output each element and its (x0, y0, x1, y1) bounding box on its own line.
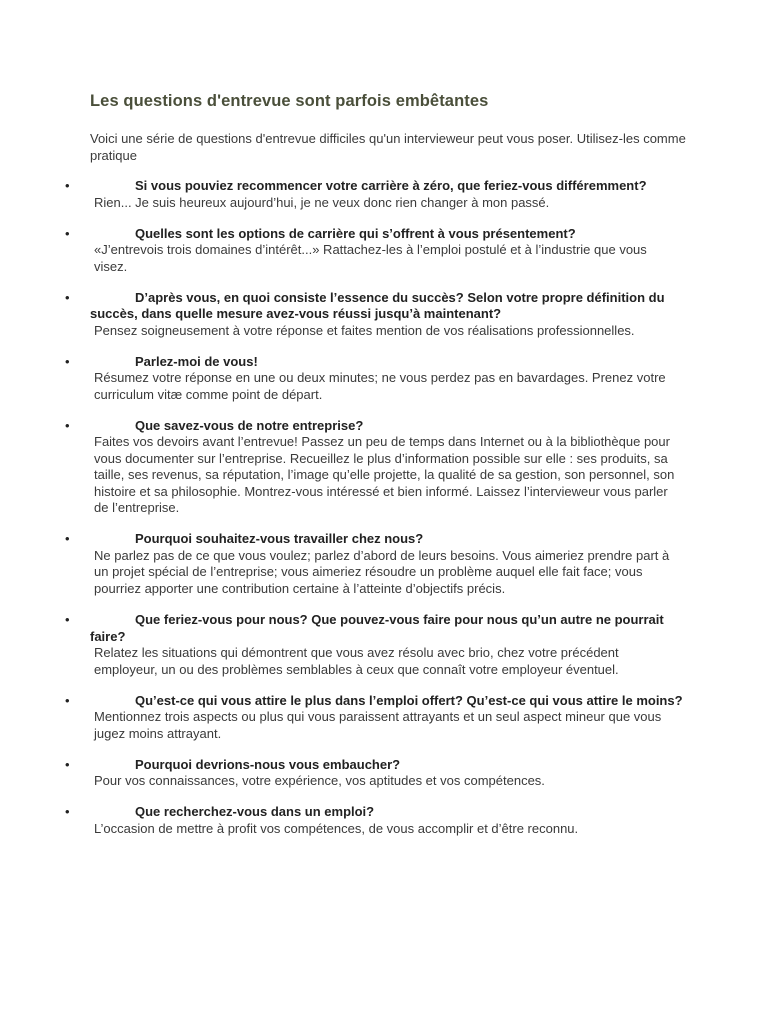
question-text: Que recherchez-vous dans un emploi? (135, 804, 375, 820)
answer-text: Relatez les situations qui démontrent que vous avez résolu avec brio, chez votre précédent employeur, un ou des problèmes semblables à ceux que connaît votre employeur éventuel. (94, 645, 619, 677)
bullet-icon: • (65, 178, 70, 193)
document-title: Les questions d'entrevue sont parfois embêtantes (90, 92, 489, 110)
intro-paragraph: Voici une série de questions d'entrevue difficiles qu'un intervieweur peut vous poser. Utilisez-les comme pratique (90, 131, 686, 163)
list-item (65, 353, 690, 404)
answer-text: Ne parlez pas de ce que vous voulez; parlez d’abord de leurs besoins. Vous aimeriez prendre part à un projet spécial de l’entreprise; vous aimeriez résoudre un problème auquel elle fait face; vous pourriez apporter une contribution certaine à l’atteinte d’objectifs précis. (94, 547, 670, 596)
question-text: Quelles sont les options de carrière qui s’offrent à vous présentement? (135, 225, 576, 241)
answer-text: Pour vos connaissances, votre expérience, vos aptitudes et vos compétences. (94, 773, 545, 789)
answer-text: Résumez votre réponse en une ou deux minutes; ne vous perdez pas en bavardages. Prenez votre curriculum vitæ comme point de départ. (94, 370, 666, 402)
list-item (65, 531, 690, 597)
bullet-icon: • (65, 531, 70, 547)
list-item (65, 612, 690, 678)
answer-text: L’occasion de mettre à profit vos compétences, de vous accomplir et d’être reconnu. (94, 820, 579, 836)
bullet-icon: • (65, 692, 70, 708)
question-text: Pourquoi souhaitez-vous travailler chez nous? (135, 531, 424, 547)
bullet-icon: • (65, 612, 70, 628)
question-text: Si vous pouviez recommencer votre carrière à zéro, que feriez-vous différemment? (135, 178, 647, 193)
answer-text: «J’entrevois trois domaines d’intérêt...» Rattachez-les à l’emploi postulé et à l’industrie que vous visez. (94, 242, 647, 274)
bullet-icon: • (65, 756, 70, 772)
question-text: Qu’est-ce qui vous attire le plus dans l’emploi offert? Qu’est-ce qui vous attire le moins? (135, 692, 683, 708)
answer-text: Pensez soigneusement à votre réponse et faites mention de vos réalisations professionnelles. (94, 322, 635, 338)
list-item (65, 178, 690, 211)
bullet-icon: • (65, 417, 70, 433)
bullet-icon: • (65, 225, 70, 241)
question-text: Que feriez-vous pour nous? Que pouvez-vous faire pour nous qu’un autre ne pourrait faire? (90, 612, 664, 644)
list-item (65, 804, 690, 837)
question-text: D’après vous, en quoi consiste l’essence du succès? Selon votre propre définition du succès, dans quelle mesure avez-vous réussi jusqu’à maintenant? (90, 289, 665, 322)
answer-text: Faites vos devoirs avant l’entrevue! Passez un peu de temps dans Internet ou à la bibliothèque pour vous documenter sur l’entreprise. Recueillez le plus d’information possible sur elle : ses produits, sa taille, ses revenus, sa réputation, l’image qu’elle projette, la qualité de sa gestion, son personnel, son histoire et sa philosophie. Montrez-vous intéressé et bien informé. Laissez l’intervieweur vous parler de l’entreprise. (94, 434, 675, 516)
question-text: Que savez-vous de notre entreprise? (135, 417, 364, 433)
bullet-icon: • (65, 353, 70, 369)
answer-text: Mentionnez trois aspects ou plus qui vous paraissent attrayants et un seul aspect mineur que vous jugez moins attrayant. (94, 709, 662, 741)
list-item (65, 692, 690, 743)
question-text: Parlez-moi de vous! (135, 353, 258, 369)
question-text: Pourquoi devrions-nous vous embaucher? (135, 756, 401, 772)
question-list (65, 178, 690, 837)
document-page (65, 92, 690, 852)
bullet-icon: • (65, 804, 70, 820)
answer-text: Rien... Je suis heureux aujourd’hui, je ne veux donc rien changer à mon passé. (94, 194, 550, 210)
list-item (65, 756, 690, 790)
list-item (65, 417, 690, 517)
bullet-icon: • (65, 289, 70, 305)
list-item (65, 289, 690, 340)
list-item (65, 225, 690, 276)
